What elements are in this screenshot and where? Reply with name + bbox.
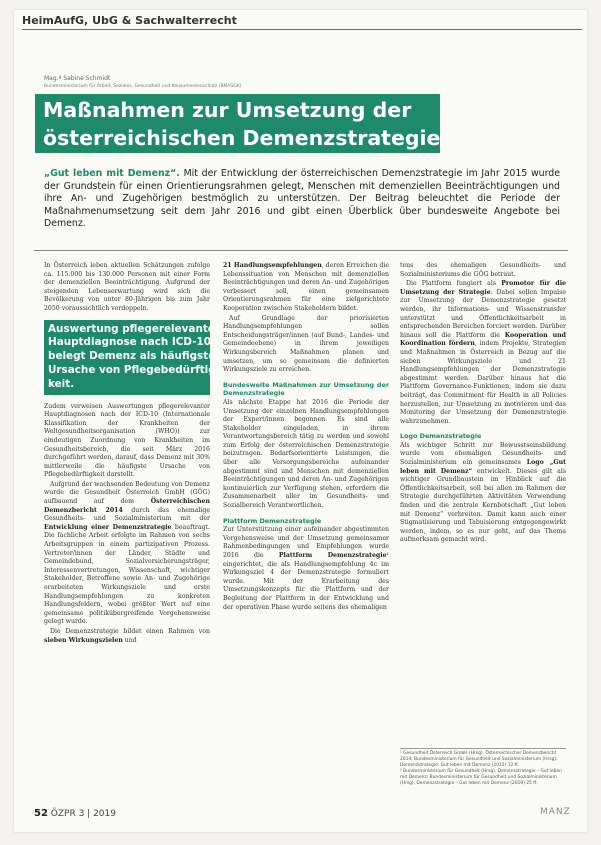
bold-run: Entwicklung einer Demenzstrategie <box>44 523 172 531</box>
text-run: Aufgrund der wachsenden Bedeutung von Demenz wurde die Gesundheit Österreich GmbH (GÖG) aufbauend auf dem <box>44 480 210 506</box>
bold-run: Promotor für die Umsetzung der Strategie <box>400 280 566 296</box>
paragraph <box>400 442 566 545</box>
page-footer <box>34 808 116 819</box>
article-title <box>35 94 440 153</box>
author: Mag.ª Sabine Schmidt <box>44 75 111 82</box>
paragraph: Auf Grundlage der priorisierten Handlungsempfehlungen sollen Entscheidungsträger/innen (auf Bund-, Landes- und Gemeindeebene) in ihrem jeweiligen Wirkungsbereich Maßnahmen planen und umsetzen, um so gemeinsam die definierten Wirkungsziele zu erreichen. <box>223 314 389 374</box>
column-3 <box>400 262 566 546</box>
text-run: und <box>122 636 137 644</box>
footnote: ² Bundesministerium für Gesundheit (Hrsg), Demenzstrategie – Gut leben mit Demenz; Bundesministerium für Gesundheit und Sozialministerium (Hrsg), Demenzstrategie – Gut leben mit Demenz (2019) 25 ff. <box>400 769 562 786</box>
paragraph: tens des ehemaligen Gesundheits- und Sozialministeriums die GÖG betraut. <box>400 262 566 278</box>
pull-quote-line: Ursache von Pflegebedürftig- <box>48 363 220 376</box>
title-line-2: österreichischen Demenzstrategie <box>43 126 441 150</box>
bold-run: 21 Handlungsempfehlungen <box>223 262 322 269</box>
lead-paragraph <box>44 168 560 231</box>
paragraph <box>400 280 566 426</box>
bold-run: sieben Wirkungszielen <box>44 636 123 644</box>
paragraph <box>223 526 389 612</box>
bold-run: Österreichischen Demenzbericht 2014 <box>44 498 210 514</box>
pull-quote <box>44 320 220 395</box>
pull-quote-line: belegt Demenz als häufigste <box>48 350 216 363</box>
text-run: durch das ehemalige Gesundheits- und Sozialministerium mit der <box>44 506 210 523</box>
pull-quote-line: Auswertung pflegerelevanter <box>48 322 220 335</box>
text-run: , deren Erreichen die Lebenssituation von Menschen mit demenziellen Beeinträchtigungen und deren An- und Zugehörigen verbessert soll, einen gemeinsamen Orientierungsrahmen für eine zielgerichtete Kooperation zwischen Stakeholdern bildet. <box>223 262 389 312</box>
footnotes <box>400 748 566 787</box>
paragraph: In Österreich leben aktuellen Schätzungen zufolge ca. 115.000 bis 130.000 Personen mit einer Form der demenziellen Beeinträchtigung. Aufgrund der steigenden Lebenserwartung wird sich die Bevölkerung von unter 80-Jährigen bis zum Jahr 2050 voraussichtlich verdoppeln. <box>44 262 210 312</box>
subheading: Logo Demenzstrategie <box>400 432 482 441</box>
text-run: Zur Unterstützung einer aufeinander abgestimmten Vorgehensweise und der Umsetzung gemeinsamer Rahmenbedingungen und Empfehlungen wurde 2016 die <box>223 526 389 559</box>
footnote: ¹ Gesundheit Österreich GmbH (Hrsg), Österreichischer Demenzbericht 2014; Bundesministerium für Gesundheit und Sozialministerium (Hrsg), Demenzstrategie: Gut leben mit Demenz (2015) 12 ff. <box>400 751 558 768</box>
publisher-logo: MANZ <box>540 807 571 817</box>
text-run: Als wichtiger Schritt zur Bewusstseinsbildung wurde vom ehemaligen Gesundheits- und Sozialministerium ein gemeinsames <box>400 441 566 467</box>
issue-label: ÖZPR 3 | 2019 <box>50 809 116 819</box>
pull-quote-line: Hauptdiagnose nach ICD-10 <box>48 336 212 349</box>
header-rule <box>22 29 582 30</box>
bold-run: Kooperation und Koordination fördern <box>400 331 566 348</box>
pull-quote-line: keit. <box>48 377 75 390</box>
paragraph: Zudem verweisen Auswertungen pflegerelevanter Hauptdiagnosen nach der ICD-10 (Internationale Klassifikation der Krankheiten der Weltgesundheitsorganisation (WHO)) zur eindeutigen Zuordnung von Krankheiten im Gesundheitsbereich, die seit März 2016 durchgeführt werden, darauf, dass Demenz mit 30% mittlerweile die häufigste Ursache von Pflegebedürftigkeit darstellt. <box>44 402 210 479</box>
paragraph <box>223 262 389 314</box>
bold-run: Plattform Demenzstrategie <box>278 552 387 559</box>
text-run: Die Demenzstrategie bildet einen Rahmen von <box>50 627 210 635</box>
text-run: , indem Projekte, Strategien und Maßnahmen in Österreich in Bezug auf die sieben Wirkungsziele und 21 Handlungsempfehlungen der Demenzstrategie abgestimmt werden. Darüber hinaus hat die Plattform Governance-Funktionen, indem sie dazu beiträgt, das Commitment für Health in all Policies herzustellen, zur Umsetzung zu motivieren und das Monitoring der Umsetzung der Demenzstrategie wahrzunehmen. <box>400 340 567 425</box>
paragraph <box>44 628 210 645</box>
title-line-1: Maßnahmen zur Umsetzung der <box>43 98 412 122</box>
paragraph <box>44 481 210 627</box>
page-number: 52 <box>34 808 48 819</box>
text-run: ¹ eingerichtet, die als Handlungsempfehlung 4c im Wirkungsziel 4 der Demenzstrategie formuliert wurde. Mit der Erarbeitung des Umsetzungskonzepts für die Plattform und der Begleitung der Plattform in der Entwicklung und der operativen Phase wurde seitens des ehemaligen <box>223 552 389 611</box>
paragraph: Als nächste Etappe hat 2016 die Periode der Umsetzung der einzelnen Handlungsempfehlungen der Expert/innen begonnen. Es sind alle Stakeholder eingeladen, in ihrem Verantwortungsbereich tätig zu werden und sowohl zum Erfolg der österreichischen Demenzstrategie beizutragen. Bedarfsorientierte Leistungen, die über alle Versorgungsbereiche aufeinander abgestimmt sind und Menschen mit demenziellen Beeinträchtigungen und deren An- und Zugehörigen kontinuierlich zur Verfügung stehen, erfordern die Zusammenarbeit aller im Gesundheits- und Sozialbereich Verantwortlichen. <box>223 398 389 510</box>
text-run: . Dabei sollen Impulse zur Umsetzung der Demenzstrategie gesetzt werden, ihr Informations- und Wissenstransfer unterstützt und Öffentlichkeitsarbeit in entsprechenden Bereichen forciert werden. Darüber hinaus soll die Plattform die <box>400 288 566 339</box>
column-1 <box>44 262 220 646</box>
lead-divider <box>34 250 568 251</box>
text-run: Die Plattform fungiert als <box>406 280 502 288</box>
author-affiliation: Bundesministerium für Arbeit, Soziales, Gesundheit und Konsumentenschutz (BMASGK) <box>44 84 242 89</box>
lead-highlight: „Gut leben mit Demenz“. <box>44 168 180 179</box>
subheading: Plattform Demenzstrategie <box>223 516 322 525</box>
subheading: Bundesweite Maßnahmen zur Umsetzung der Demenzstrategie <box>223 380 389 398</box>
running-head: HeimAufG, UbG & Sachwalterrecht <box>22 14 237 27</box>
lead-text: Mit der Entwicklung der österreichischen Demenzstrategie im Jahr 2015 wurde der Grundstein für einen Orientierungsrahmen gelegt, Menschen mit demenziellen Beeinträchtigungen und ihre An- und Zugehörigen bestmöglich zu unterstützen. Der Beitrag beleuchtet die Periode der Maßnahmenumsetzung seit dem Jahr 2016 und gibt einen Überblick über bundesweite Angebote bei Demenz. <box>44 168 560 230</box>
bold-run: Logo „Gut leben mit Demenz“ <box>400 459 566 475</box>
column-2 <box>223 262 389 613</box>
text-run: entwickelt. Dieses gilt als wichtiger Grundbaustein im Hinblick auf die Öffentlichkeitsarbeit, soll bei allen im Rahmen der Strategie durchgeführten Aktivitäten Verwendung finden und die zentrale Kernbotschaft „Gut leben mit Demenz“ verbreiten. Damit kann auch einer Stigmatisierung und Tabuisierung entgegengewirkt werden, indem, so es nur geht, auf das Thema aufmerksam gemacht wird. <box>400 467 566 544</box>
text-run: beauftragt. Die fachliche Arbeit erfolgte im Rahmen von sechs Arbeitsgruppen in einem partizipativen Prozess. Vertreter/innen der Länder, Städte und Gemeindebund, Sozialversicherungsträger, Interessenvertretungen, Wissenschaft, wichtiger Stakeholder, Betroffene sowie An- und Zugehörige erarbeiteten Wirkungsziele und erste Handlungsempfehlungen zu konkreten Handlungsfeldern, wobei größter Wert auf eine gemeinsame politikübergreifende Vorgehensweise gelegt wurde. <box>44 523 210 626</box>
